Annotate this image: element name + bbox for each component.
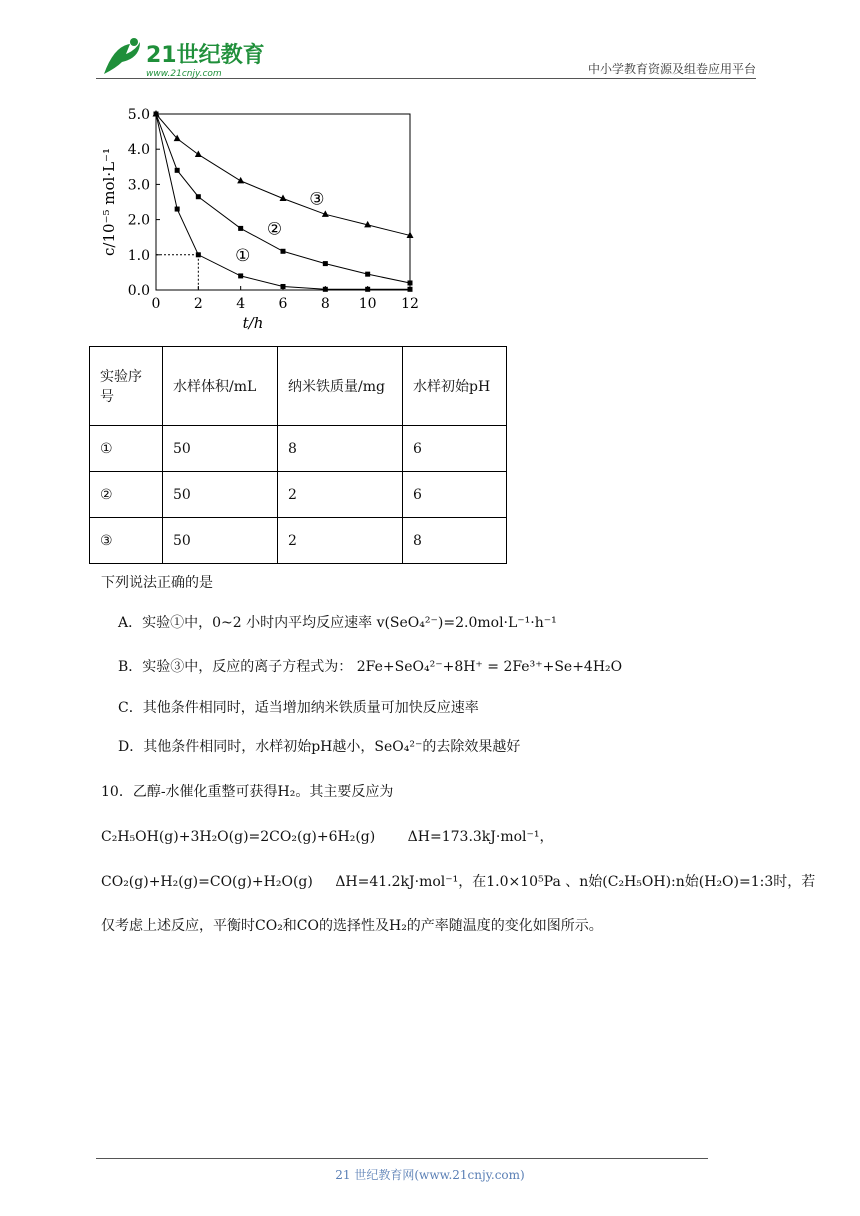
data-point [323,261,328,266]
x-tick-label: 8 [320,296,330,312]
data-point [408,280,413,285]
table-cell: 2 [278,518,403,564]
plot-frame [156,114,410,290]
table-row [90,426,507,472]
series-label: ③ [309,189,325,210]
table-header-cell: 纳米铁质量/mg [278,347,403,426]
site-logo [96,36,266,80]
data-point [323,287,328,292]
series-label: ① [235,245,251,266]
footer-text: 21 世纪教育网(www.21cnjy.com) [335,1168,525,1182]
q10-eq2: CO₂(g)+H₂(g)=CO(g)+H₂O(g) [101,874,313,890]
data-point [365,287,370,292]
logo-url: www.21cnjy.com [146,69,222,79]
q10-eq2-dh: ΔH=41.2kJ·mol⁻¹，在1.0×10⁵Pa 、n始(C₂H₅OH):n始(H₂O)=1:3时，若 [335,874,816,890]
table-cell: ① [90,426,163,472]
table-cell: 8 [403,518,507,564]
option-a-text: A．实验①中，0~2 小时内平均反应速率 [118,615,373,631]
series-line [156,114,410,289]
q10-line4: 仅考虑上述反应，平衡时CO₂和CO的选择性及H₂的产率随温度的变化如图所示。 [101,918,603,934]
x-tick-label: 6 [278,296,288,312]
footer-divider [96,1158,708,1159]
option-a [118,612,557,632]
table-header-cell: 实验序号 [90,347,163,426]
table-cell: ③ [90,518,163,564]
data-point [237,177,244,184]
experiment-table [89,346,507,564]
data-point [238,273,243,278]
table-header-cell: 水样体积/mL [163,347,278,426]
data-point [175,207,180,212]
table-cell: 50 [163,518,278,564]
table-row [90,472,507,518]
table-row [90,518,507,564]
x-tick-label: 4 [236,296,246,312]
y-tick-label: 3.0 [127,177,150,194]
x-tick-label: 2 [193,296,203,312]
option-b [118,656,622,676]
option-b-text: B．实验③中，反应的离子方程式为： [118,659,353,675]
data-point [175,168,180,173]
option-d: D．其他条件相同时，水样初始pH越小，SeO₄²⁻的去除效果越好 [118,739,521,755]
x-axis-label: t/h [242,314,264,332]
x-tick-label: 12 [401,296,419,312]
data-point [281,249,286,254]
header-divider [96,78,756,79]
y-tick-label: 2.0 [127,212,150,229]
runner-icon [104,42,140,74]
data-point [281,284,286,289]
data-point [195,150,202,157]
q10-eq1-dh: ΔH=173.3kJ·mol⁻¹， [407,829,554,845]
question-stem: 下列说法正确的是 [101,575,213,591]
q10-equation-1 [101,826,554,846]
data-point [196,252,201,257]
y-tick-label: 4.0 [127,142,150,159]
q10-intro: 10．乙醇-水催化重整可获得H₂。其主要反应为 [101,784,394,800]
table-cell: ② [90,472,163,518]
table-cell: 6 [403,426,507,472]
table-header-cell: 水样初始pH [403,347,507,426]
table-header-row [90,347,507,426]
data-point [238,226,243,231]
q10-eq1: C₂H₅OH(g)+3H₂O(g)=2CO₂(g)+6H₂(g) [101,829,376,845]
data-point [196,194,201,199]
data-point [365,272,370,277]
header-platform-text: 中小学教育资源及组卷应用平台 [587,62,756,76]
table-cell: 6 [403,472,507,518]
table-cell: 50 [163,426,278,472]
series-line [156,114,410,235]
logo-text: 21世纪教育 [146,43,265,68]
data-point [408,287,413,292]
series-label: ② [266,219,283,240]
y-tick-label: 1.0 [127,247,150,264]
x-tick-label: 0 [151,296,161,312]
concentration-chart [96,100,436,340]
option-a-formula: v(SeO₄²⁻)=2.0mol·L⁻¹·h⁻¹ [376,615,557,631]
y-tick-label: 5.0 [127,107,150,123]
option-c: C．其他条件相同时，适当增加纳米铁质量可加快反应速率 [118,700,479,716]
option-b-formula: 2Fe+SeO₄²⁻+8H⁺ = 2Fe³⁺+Se+4H₂O [356,659,623,675]
table-cell: 50 [163,472,278,518]
q10-equation-2 [101,871,815,891]
y-axis-label: c/10⁻⁵ mol·L⁻¹ [100,148,118,256]
x-tick-label: 10 [358,296,377,312]
table-cell: 8 [278,426,403,472]
y-tick-label: 0.0 [127,283,150,299]
table-cell: 2 [278,472,403,518]
